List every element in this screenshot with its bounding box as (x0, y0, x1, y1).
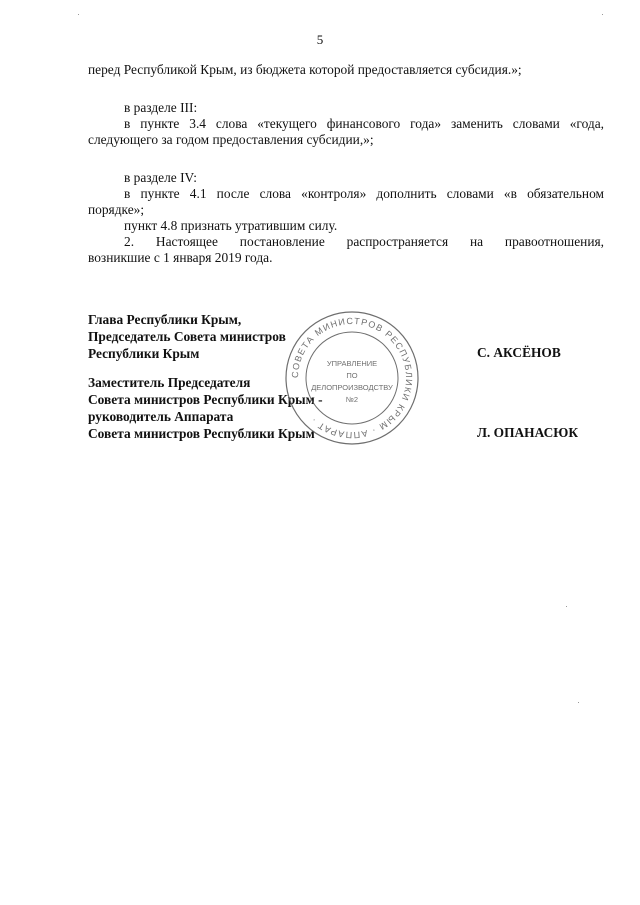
page-number: 5 (316, 32, 324, 47)
stamp-line: ПО (346, 371, 358, 380)
stamp-ring-text: СОВЕТА МИНИСТРОВ РЕСПУБЛИКИ КРЫМ · АППАРАТ · (289, 315, 415, 441)
signature-title-line: Заместитель Председателя (88, 375, 251, 390)
signature-title-line: Председатель Совета министров (88, 329, 286, 344)
signature-name-opanasyuk: Л. ОПАНАСЮК (477, 425, 579, 440)
stamp-line: ДЕЛОПРОИЗВОДСТВУ (311, 383, 393, 392)
signature-title-line: Республики Крым (88, 346, 200, 361)
paragraph-clause-2-line2: возникшие с 1 января 2019 года. (88, 250, 273, 265)
stamp-line: УПРАВЛЕНИЕ (326, 359, 378, 368)
signature-block-head (88, 311, 286, 362)
paragraph-item-3-4-line1: в пункте 3.4 слова «текущего финансового года» заменить словами «года, (124, 116, 604, 131)
scan-speck (602, 14, 603, 15)
paragraph-item-3-4-line2: следующего за годом предоставления субсидии,»; (88, 132, 374, 147)
paragraph-subsidy-end: перед Республикой Крым, из бюджета которой предоставляется субсидия.»; (88, 62, 522, 77)
stamp-line: №2 (345, 395, 359, 404)
official-stamp (282, 308, 422, 448)
signature-title-line: руководитель Аппарата (88, 409, 234, 424)
signature-title-line: Совета министров Республики Крым (88, 426, 315, 441)
paragraph-item-4-1-line2: порядке»; (88, 202, 145, 217)
scan-speck (78, 14, 79, 15)
scan-speck (566, 606, 567, 607)
paragraph-item-4-1-line1: в пункте 4.1 после слова «контроля» дополнить словами «в обязательном (124, 186, 604, 201)
paragraph-clause-2-line1: 2. Настоящее постановление распространяется на правоотношения, (124, 234, 604, 249)
signature-title-line: Глава Республики Крым, (88, 312, 242, 327)
signature-title-line: Совета министров Республики Крым - (88, 392, 323, 407)
scan-speck (578, 702, 579, 703)
signature-name-aksenov: С. АКСЁНОВ (477, 345, 561, 360)
paragraph-section-3: в разделе III: (124, 100, 198, 115)
paragraph-item-4-8: пункт 4.8 признать утратившим силу. (124, 218, 338, 233)
paragraph-section-4: в разделе IV: (124, 170, 197, 185)
